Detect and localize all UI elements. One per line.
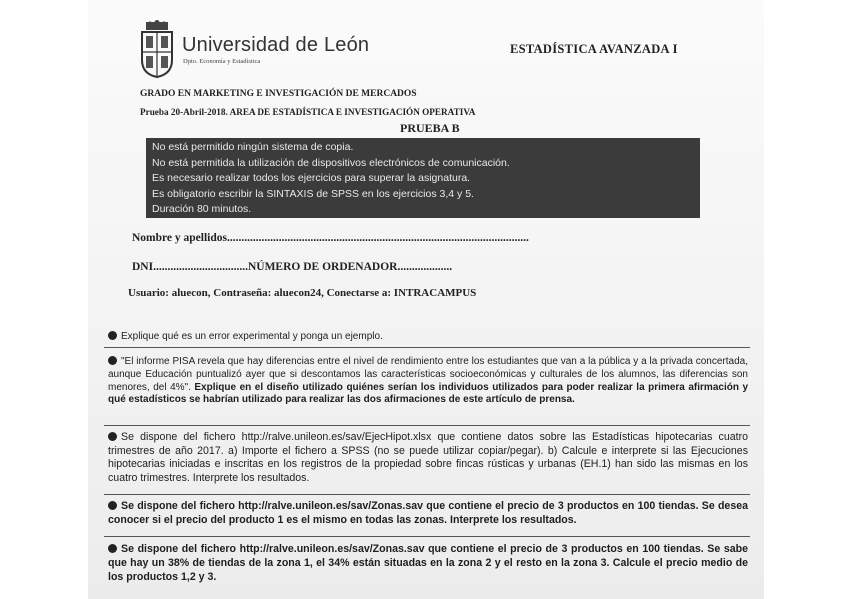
- question-number-bullet: [108, 544, 117, 553]
- question-number-bullet: [108, 356, 117, 365]
- question-4-text: Se dispone del fichero http://ralve.unileon.es/sav/Zonas.sav que contiene el precio de 3 productos en 100 tiendas. Se desea conocer si el precio del producto 1 es el mismo en todas las zonas. Interprete los resultados.: [108, 500, 748, 526]
- rule-item: No está permitido ningún sistema de copia.: [152, 141, 354, 153]
- question-3-text: Se dispone del fichero http://ralve.unileon.es/sav/EjecHipot.xlsx que contiene datos sobre las Estadísticas hipotecarias cuatro trimestres de año 2017. a) Importe el fichero a SPSS (no se puede utilizar copiar/pegar). b) Calcule e interprete si las Ejecuciones hipotecarias iniciadas e inscritas en los registros de la propiedad sobre fincas rústicas y urbanas (EH.1) han sido las mismas en los cuatro trimestres. Interprete los resultados.: [108, 431, 748, 484]
- university-name: Universidad de León: [182, 34, 370, 56]
- exam-date-line: Prueba 20-Abril-2018. AREA DE ESTADÍSTICA E INVESTIGACIÓN OPERATIVA: [140, 107, 476, 117]
- question-3: [108, 431, 748, 485]
- rule-item: Es obligatorio escribir la SINTAXIS de SPSS en los ejercicios 3,4 y 5.: [152, 187, 474, 200]
- question-1-text: Explique qué es un error experimental y ponga un ejemplo.: [121, 331, 383, 342]
- question-2: [108, 356, 748, 407]
- divider: [104, 494, 750, 495]
- login-credentials-line: Usuario: aluecon, Contraseña: aluecon24, Conectarse a: INTRACAMPUS: [128, 287, 477, 299]
- department-name: Dpto. Economía y Estadística: [183, 58, 261, 65]
- question-number-bullet: [108, 432, 117, 441]
- question-2-task: Explique en el diseño utilizado quiénes serían los individuos utilizados para poder realizar la primera afirmación y qué estadísticos se habrían utilizado para realizar las dos afirmaciones de este artículo de prensa.: [108, 381, 749, 406]
- divider: [104, 425, 750, 426]
- exam-rules-box: [146, 138, 700, 218]
- rule-item: No está permitida la utilización de dispositivos electrónicos de comunicación.: [152, 156, 510, 169]
- divider: [104, 536, 750, 537]
- question-1: [108, 331, 748, 344]
- dni-computer-field-line: DNI.................................NÚMERO DE ORDENADOR...................: [132, 261, 453, 273]
- question-4: [108, 499, 748, 527]
- degree-title: GRADO EN MARKETING E INVESTIGACIÓN DE MERCADOS: [140, 89, 417, 99]
- university-crest-logo: [140, 20, 174, 78]
- course-title: ESTADÍSTICA AVANZADA I: [510, 42, 678, 56]
- name-field-line: Nombre y apellidos.........................................................................................................: [132, 232, 529, 244]
- question-2-quote: "El informe PISA revela que hay diferencias entre el nivel de rendimiento entre los estudiantes que van a la pública y a la privada concertada, aunque Educación puntualizó ayer que si descontamos las características socioeconómicas y culturales de los alumnos, las diferencias son menores, del 4%".: [108, 356, 748, 393]
- exam-sheet: [88, 0, 764, 599]
- rule-item: Duración 80 minutos.: [152, 203, 252, 216]
- exam-title: PRUEBA B: [400, 121, 460, 135]
- question-number-bullet: [108, 501, 117, 510]
- question-5-text: Se dispone del fichero http://ralve.unileon.es/sav/Zonas.sav que contiene el precio de 3 productos en 100 tiendas. Se sabe que hay un 38% de tiendas de la zona 1, el 34% están situadas en la zona 2 y el resto en la zona 3. Calcule el precio medio de los productos 1,2 y 3.: [108, 543, 748, 583]
- question-5: [108, 542, 748, 584]
- rule-item: Es necesario realizar todos los ejercicios para superar la asignatura.: [152, 172, 471, 185]
- question-number-bullet: [108, 331, 117, 340]
- divider: [104, 347, 750, 348]
